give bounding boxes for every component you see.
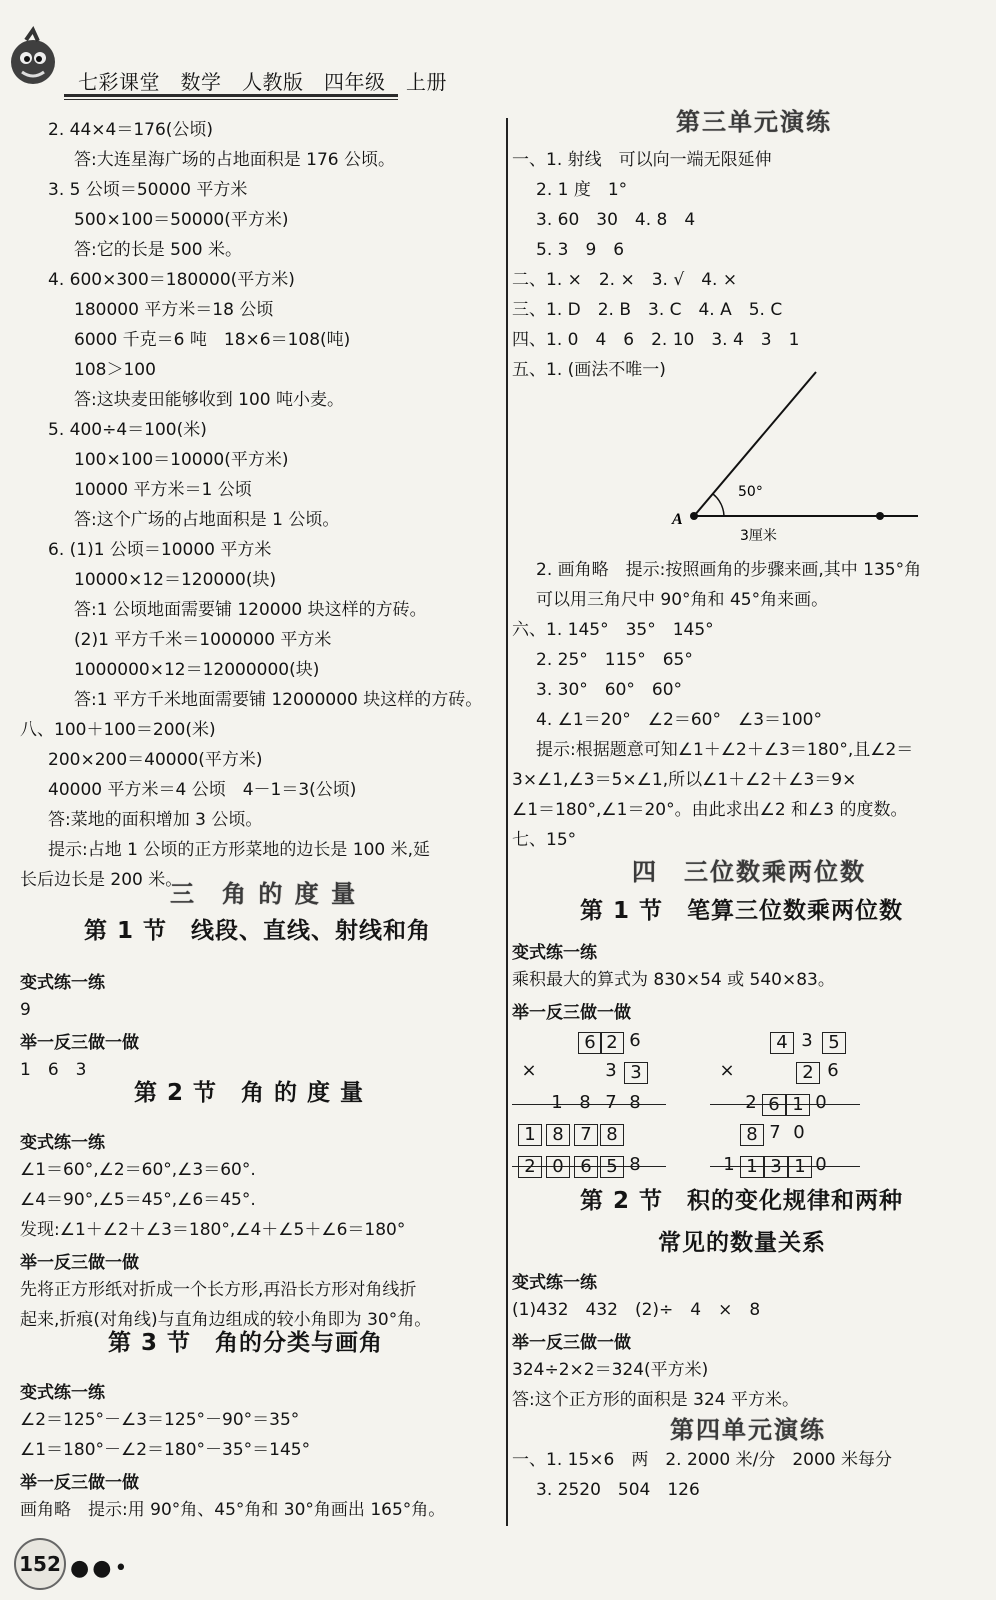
answer-line: 答:大连星海广场的占地面积是 176 公顷。 [74,150,395,170]
digit: 3 [801,1030,813,1051]
digit-box: 1 [518,1124,542,1146]
answer-line: 乘积最大的算式为 830×54 或 540×83。 [512,970,835,990]
exercise-label: 变式练一练 [512,943,597,963]
digit-box: 1 [786,1094,810,1116]
point-dot [876,512,884,520]
digit-box: 3 [764,1156,788,1178]
answer-line: 2. 画角略 提示:按照画角的步骤来画,其中 135°角 [536,560,922,580]
digit-box: 1 [788,1156,812,1178]
digit: 6 [827,1060,839,1081]
digit: 0 [815,1092,827,1113]
answer-line: 108＞100 [74,360,156,380]
exercise-label: 举一反三做一做 [512,1003,631,1023]
answer-line: 发现:∠1＋∠2＋∠3＝180°,∠4＋∠5＋∠6＝180° [20,1220,406,1240]
answer-line: 答:这个正方形的面积是 324 平方米。 [512,1390,799,1410]
answer-line: 1 6 3 [20,1060,87,1080]
answer-line: 3. 5 公顷＝50000 平方米 [48,180,248,200]
answer-line: ∠4＝90°,∠5＝45°,∠6＝45°. [20,1190,256,1210]
digit: 2 [745,1092,757,1113]
digit: 7 [769,1122,781,1143]
answer-line: 画角略 提示:用 90°角、45°角和 30°角画出 165°角。 [20,1500,446,1520]
section-heading: 第四单元演练 [670,1416,826,1444]
exercise-label: 变式练一练 [20,973,105,993]
answer-line: (2)1 平方千米＝1000000 平方米 [74,630,332,650]
answer-line: 3. 60 30 4. 8 4 [536,210,696,230]
digit-box: 8 [546,1124,570,1146]
answer-line: 提示:占地 1 公顷的正方形菜地的边长是 100 米,延 [48,840,431,860]
answer-line: 可以用三角尺中 90°角和 45°角来画。 [536,590,829,610]
answer-line: 七、15° [512,830,577,850]
answer-line: 提示:根据题意可知∠1＋∠2＋∠3＝180°,且∠2＝ [536,740,914,760]
digit: 8 [629,1154,641,1175]
exercise-label: 举一反三做一做 [20,1033,139,1053]
digit: 8 [579,1092,591,1113]
answer-line: 4. 600×300＝180000(平方米) [48,270,295,290]
answer-line: 八、100＋100＝200(米) [20,720,216,740]
answer-line: 100×100＝10000(平方米) [74,450,289,470]
header-rule [64,94,398,97]
angle-figure [672,370,940,550]
column-divider [506,118,508,1526]
digit-box: 4 [770,1032,794,1054]
answer-line: 一、1. 15×6 两 2. 2000 米/分 2000 米每分 [512,1450,893,1470]
answer-line: 1000000×12＝12000000(块) [74,660,320,680]
digit-box: 2 [796,1062,820,1084]
section-heading: 第三单元演练 [676,108,832,136]
section-heading: 第 3 节 角的分类与画角 [108,1330,384,1356]
answer-line: 180000 平方米＝18 公顷 [74,300,274,320]
answer-line: 六、1. 145° 35° 145° [512,620,714,640]
exercise-label: 举一反三做一做 [512,1333,631,1353]
length-label: 3厘米 [740,528,777,544]
section-heading: 四 三位数乘两位数 [632,858,866,886]
exercise-label: 举一反三做一做 [20,1253,139,1273]
answer-line: 324÷2×2＝324(平方米) [512,1360,709,1380]
digit: 1 [723,1154,735,1175]
answer-line: 答:这个广场的占地面积是 1 公顷。 [74,510,340,530]
answer-line: 起来,折痕(对角线)与直角边组成的较小角即为 30°角。 [20,1310,432,1330]
digit-box: 2 [518,1156,542,1178]
digit-box: 8 [740,1124,764,1146]
section-heading: 三 角 的 度 量 [170,880,358,908]
digit-box: 6 [578,1032,602,1054]
answer-line: 2. 1 度 1° [536,180,628,200]
answer-line: 答:这块麦田能够收到 100 吨小麦。 [74,390,344,410]
page-number: 152 [14,1538,66,1590]
vertex-dot [690,512,698,520]
mascot-logo-icon [6,28,60,90]
digit-box: 3 [624,1062,648,1084]
digit-box: 2 [600,1032,624,1054]
exercise-label: 变式练一练 [20,1383,105,1403]
answer-line: ∠1＝60°,∠2＝60°,∠3＝60°. [20,1160,256,1180]
answer-line: 长后边长是 200 米。 [20,870,183,890]
page-header [0,0,996,100]
section-heading: 第 2 节 积的变化规律和两种 [580,1188,904,1214]
digit-box: 5 [600,1156,624,1178]
angle-label: 50° [738,484,763,500]
answer-line: 二、1. × 2. × 3. √ 4. × [512,270,738,290]
answer-line: 5. 400÷4＝100(米) [48,420,207,440]
digit: 0 [793,1122,805,1143]
answer-line: ∠1＝180°,∠1＝20°。由此求出∠2 和∠3 的度数。 [512,800,908,820]
calc-rule [512,1104,666,1105]
section-heading: 第 1 节 线段、直线、射线和角 [84,918,432,944]
digit-box: 8 [600,1124,624,1146]
answer-line: 6. (1)1 公顷＝10000 平方米 [48,540,272,560]
answer-line: ∠1＝180°－∠2＝180°－35°＝145° [20,1440,311,1460]
angle-arc [713,494,724,516]
answer-line: 10000×12＝120000(块) [74,570,277,590]
answer-line: 答:它的长是 500 米。 [74,240,242,260]
calc-rule [512,1166,666,1167]
digit-box: 6 [574,1156,598,1178]
answer-line: 一、1. 射线 可以向一端无限延伸 [512,150,772,170]
answer-line: 2. 44×4＝176(公顷) [48,120,214,140]
answer-line: 200×200＝40000(平方米) [48,750,263,770]
answer-line: 三、1. D 2. B 3. C 4. A 5. C [512,300,783,320]
answer-line: 3. 30° 60° 60° [536,680,683,700]
answer-line: 四、1. 0 4 6 2. 10 3. 4 3 1 [512,330,800,350]
answer-line: 40000 平方米＝4 公顷 4－1＝3(公顷) [48,780,357,800]
digit: 3 [605,1060,617,1081]
digit: 7 [605,1092,617,1113]
answer-line: 10000 平方米＝1 公顷 [74,480,252,500]
page-dots: ●●• [70,1556,131,1581]
answer-line: 答:菜地的面积增加 3 公顷。 [48,810,263,830]
digit: × [521,1060,537,1081]
digit-box: 5 [822,1032,846,1054]
answer-line: 5. 3 9 6 [536,240,625,260]
answer-line: ∠2＝125°－∠3＝125°－90°＝35° [20,1410,300,1430]
answer-line: 6000 千克＝6 吨 18×6＝108(吨) [74,330,351,350]
exercise-label: 变式练一练 [20,1133,105,1153]
section-heading: 常见的数量关系 [658,1230,826,1256]
section-heading: 第 2 节 角 的 度 量 [134,1080,365,1106]
answer-line: 3. 2520 504 126 [536,1480,700,1500]
digit: 8 [629,1092,641,1113]
vertex-label: A [672,511,683,528]
digit-box: 1 [740,1156,764,1178]
answer-line: 3×∠1,∠3＝5×∠1,所以∠1＋∠2＋∠3＝9× [512,770,857,790]
answer-line: 9 [20,1000,31,1020]
section-heading: 第 1 节 笔算三位数乘两位数 [580,898,904,924]
exercise-label: 举一反三做一做 [20,1473,139,1493]
digit: 6 [629,1030,641,1051]
answer-line: 4. ∠1＝20° ∠2＝60° ∠3＝100° [536,710,823,730]
answer-line: 2. 25° 115° 65° [536,650,693,670]
answer-line: 500×100＝50000(平方米) [74,210,289,230]
answer-line: 五、1. (画法不唯一) [512,360,666,380]
exercise-label: 变式练一练 [512,1273,597,1293]
answer-line: 答:1 公顷地面需要铺 120000 块这样的方砖。 [74,600,427,620]
digit: × [719,1060,735,1081]
digit-box: 7 [574,1124,598,1146]
calc-rule [710,1104,860,1105]
digit-box: 0 [546,1156,570,1178]
answer-line: 先将正方形纸对折成一个长方形,再沿长方形对角线折 [20,1280,417,1300]
header-title: 七彩课堂 数学 人教版 四年级 上册 [78,70,447,94]
digit: 1 [551,1092,563,1113]
answer-line: 答:1 平方千米地面需要铺 12000000 块这样的方砖。 [74,690,483,710]
answer-line: (1)432 432 (2)÷ 4 × 8 [512,1300,761,1320]
digit: 0 [815,1154,827,1175]
digit-box: 6 [762,1094,786,1116]
header-rule-thin [64,99,398,100]
calc-rule [710,1166,860,1167]
